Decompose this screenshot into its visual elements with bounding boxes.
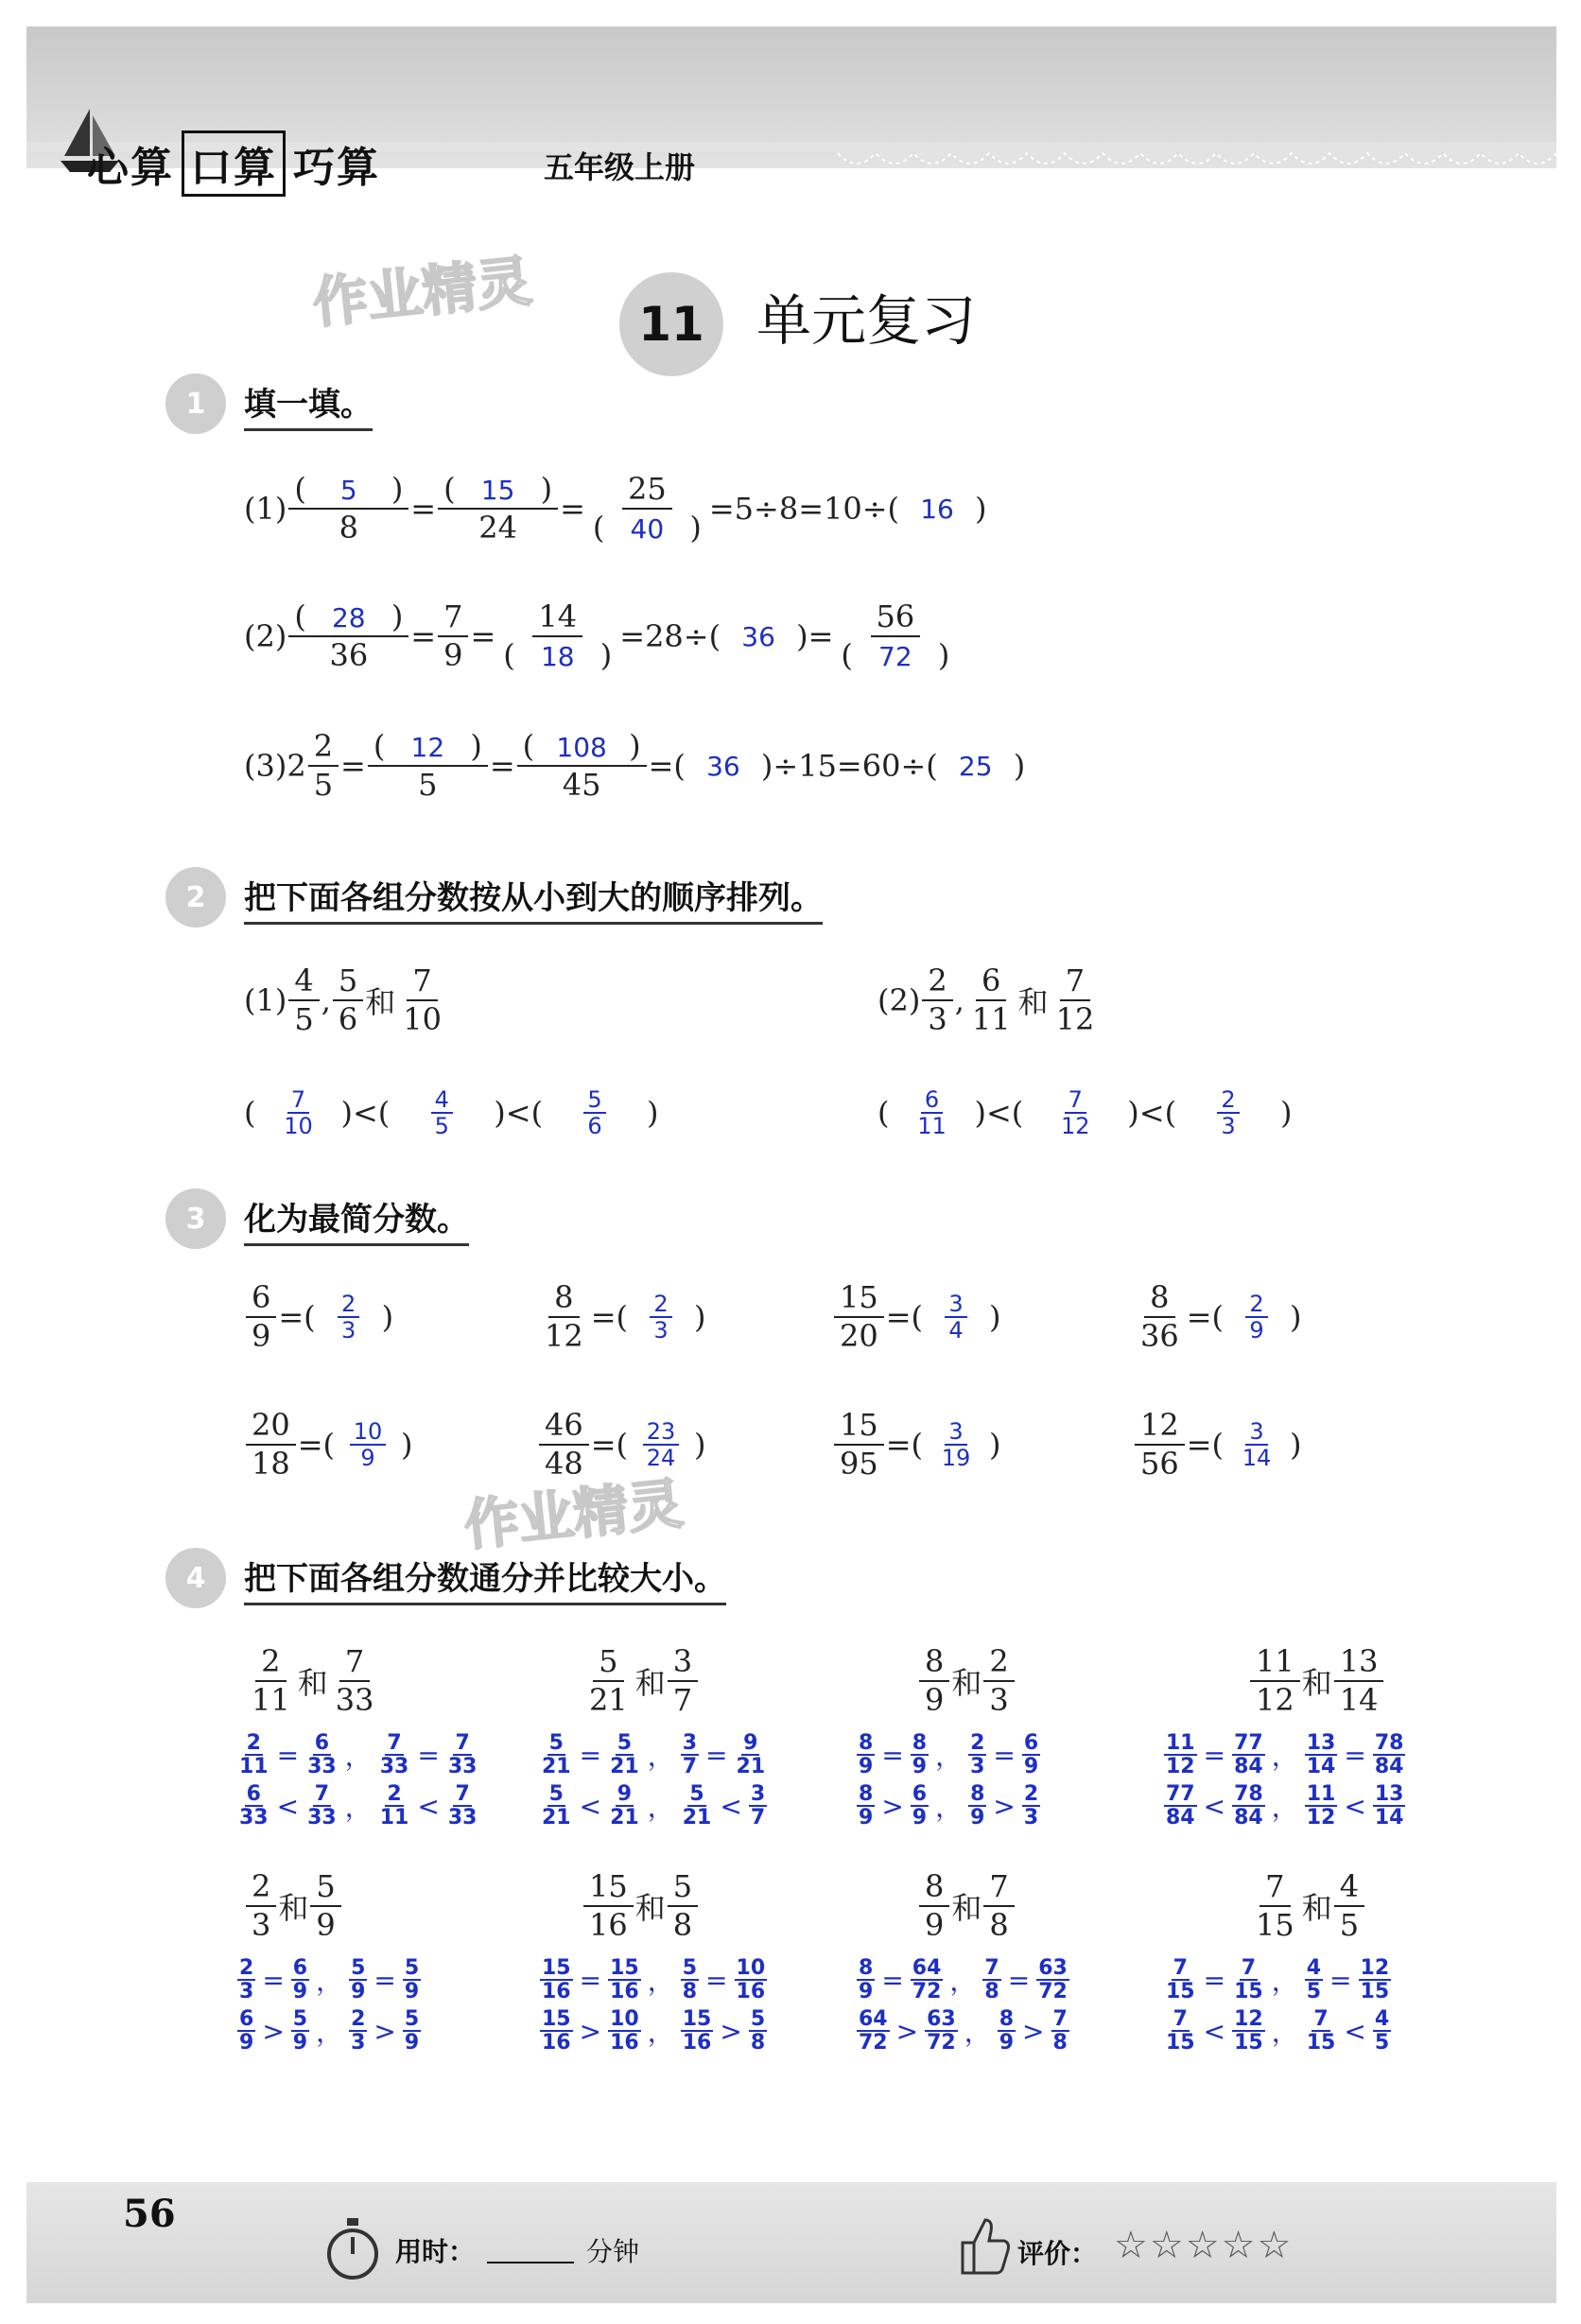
answer-fraction: $\frac{10}{9}$ [350, 1419, 387, 1471]
compare-answer-line: 15 16 > 10 16 ， 15 16 > 5 8 [542, 2007, 766, 2055]
unit-number: 11 [638, 297, 704, 352]
answer-fraction: $\frac{15}{16}$ [542, 1956, 571, 2004]
fraction: $\frac{2}{3}$ [246, 1870, 276, 1942]
answer-fraction: 4 5 [1374, 2007, 1390, 2055]
fraction: $\frac{( 15 )}{24}$ [438, 473, 558, 545]
answer-fraction: 5 21 [682, 1782, 712, 1830]
compare-pair: $\frac{15}{16}$ 和 $\frac{5}{8}$ [582, 1870, 700, 1942]
order-answer-1: ( $\frac{7}{10}$ )<( $\frac{4}{5}$ )<( $\frac{5}{6}$ ) [244, 1086, 659, 1140]
fraction: $\frac{11}{12}$ [1250, 1645, 1300, 1717]
fraction: $\frac{2}{5}$ [308, 730, 339, 802]
compare-answer-line: 64 72 > 63 72 ， 8 9 > 7 8 [859, 2007, 1068, 2055]
compare-answer-line: $\frac{8}{9}$ = $\frac{64}{72}$ ， $\frac{7}{8}$ = $\frac{63}{72}$ [859, 1956, 1068, 2004]
answer-fraction: $\frac{6}{9}$ [1023, 1731, 1039, 1779]
fraction: $\frac{12}{56}$ [1135, 1409, 1185, 1481]
question-label: (1) [244, 491, 287, 528]
fraction: $\frac{13}{14}$ [1334, 1645, 1384, 1717]
answer-fraction: 8 9 [970, 1782, 985, 1830]
answer-fraction: $\frac{8}{9}$ [859, 1956, 874, 2004]
answer-fraction: 63 72 [927, 2007, 956, 2055]
order-group-1: (1) $\frac{4}{5}$ , $\frac{5}{6}$ 和 $\frac{7}{10}$ [244, 963, 442, 1038]
answer-fraction: 64 72 [859, 2007, 888, 2055]
answer: 28 [331, 602, 366, 633]
answer-fraction: $\frac{4}{5}$ [431, 1087, 453, 1139]
answer-fraction: 13 14 [1374, 1782, 1404, 1830]
fraction: $\frac{7}{15}$ [1256, 1868, 1294, 1944]
answer: 15 [480, 475, 515, 506]
compare-answer-line: 77 84 < 78 84 ， 11 12 < 13 14 [1166, 1782, 1404, 1830]
answer-fraction: $\frac{6}{33}$ [307, 1731, 337, 1779]
compare-answer-line: $\frac{7}{15}$ = $\frac{7}{15}$ ， $\frac{4}{5}$ = $\frac{12}{15}$ [1166, 1956, 1390, 2004]
fill-question-2: (2) $\frac{( 28 )}{36}$ = $\frac{7}{9}$ = $\frac{14}{( 18 )}$ =28÷( 36 )= $\frac{56}{( 72 )}$ [244, 600, 957, 672]
answer-fraction: $\frac{8}{9}$ [912, 1731, 928, 1779]
compare-answer-line: $\frac{11}{12}$ = $\frac{77}{84}$ ， $\frac{13}{14}$ = $\frac{78}{84}$ [1166, 1731, 1404, 1779]
answer-fraction: $\frac{5}{9}$ [351, 1956, 366, 2004]
fraction: $\frac{8}{36}$ [1140, 1279, 1179, 1355]
stopwatch-icon [323, 2216, 382, 2282]
answer-fraction: $\frac{3}{19}$ [941, 1417, 971, 1472]
fraction: $\frac{46}{48}$ [539, 1409, 589, 1481]
answer-fraction: $\frac{2}{3}$ [1217, 1087, 1239, 1139]
answer-fraction: 8 9 [999, 2007, 1015, 2055]
simplify-item: $\frac{20}{18}$ =( $\frac{10}{9}$ ) [244, 1409, 413, 1481]
fraction: $\frac{5}{8}$ [668, 1870, 698, 1942]
answer-fraction: $\frac{23}{24}$ [643, 1419, 680, 1471]
compare-answer-line: $\frac{5}{21}$ = $\frac{5}{21}$ ， $\frac{3}{7}$ = $\frac{9}{21}$ [542, 1731, 766, 1779]
answer-fraction: 5 21 [542, 1782, 571, 1830]
answer-fraction: 11 12 [1306, 1782, 1336, 1830]
section-title: 化为最简分数。 [244, 1193, 469, 1246]
answer-fraction: 5 8 [750, 2007, 766, 2055]
section-title: 填一填。 [244, 378, 373, 431]
section-number-badge: 3 [165, 1188, 226, 1249]
answer: 12 [410, 732, 445, 763]
answer-fraction: $\frac{3}{4}$ [945, 1292, 966, 1344]
answer: 5 [339, 475, 357, 506]
answer-fraction: $\frac{2}{9}$ [1245, 1292, 1267, 1344]
answer-fraction: $\frac{7}{15}$ [1166, 1956, 1195, 2004]
answer-fraction: $\frac{5}{9}$ [404, 1956, 420, 2004]
answer: 18 [540, 641, 575, 673]
simplify-item: $\frac{6}{9}$ =( $\frac{2}{3}$ ) [244, 1281, 393, 1353]
answer-fraction: $\frac{7}{15}$ [1234, 1956, 1263, 2004]
answer-fraction: $\frac{64}{72}$ [912, 1956, 942, 2004]
order-group-2: (2) $\frac{2}{3}$ , $\frac{6}{11}$ 和 $\frac{7}{12}$ [877, 963, 1095, 1038]
fraction: $\frac{15}{16}$ [583, 1870, 634, 1942]
time-label: 用时： [395, 2236, 476, 2267]
compare-pair: $\frac{2}{3}$ 和 $\frac{5}{9}$ [244, 1870, 343, 1942]
answer-fraction: $\frac{5}{8}$ [682, 1956, 698, 2004]
compare-answer-line: 5 21 < 9 21 ， 5 21 < 3 7 [542, 1782, 766, 1830]
answer-fraction: 2 11 [379, 1782, 409, 1830]
answer-fraction: 2 3 [351, 2007, 366, 2055]
fraction: $\frac{56}{( 72 )}$ [841, 598, 950, 674]
fraction: $\frac{2}{3}$ [983, 1645, 1014, 1717]
answer-fraction: $\frac{2}{3}$ [239, 1956, 254, 2004]
brand-part-3: 巧算 [293, 144, 380, 192]
page-footer [26, 2182, 1556, 2303]
compare-answer-line: $\frac{15}{16}$ = $\frac{15}{16}$ ， $\frac{5}{8}$ = $\frac{10}{16}$ [542, 1956, 766, 2004]
answer-fraction: $\frac{7}{10}$ [284, 1086, 313, 1140]
simplify-item: $\frac{15}{20}$ =( $\frac{3}{4}$ ) [832, 1281, 1001, 1353]
compare-answer-line: $\frac{2}{11}$ = $\frac{6}{33}$ ， $\frac{7}{33}$ = $\frac{7}{33}$ [239, 1731, 478, 1779]
fraction: $\frac{6}{9}$ [246, 1281, 276, 1353]
answer-fraction: $\frac{7}{33}$ [379, 1731, 409, 1779]
simplify-item: $\frac{15}{95}$ =( $\frac{3}{19}$ ) [832, 1409, 1001, 1481]
answer-fraction: $\frac{3}{7}$ [682, 1731, 698, 1779]
brand-title [87, 130, 380, 197]
compare-answer-line: 6 33 < 7 33 ， 2 11 < 7 33 [239, 1782, 478, 1830]
answer-fraction: 7 15 [1166, 2007, 1195, 2055]
answer-fraction: $\frac{5}{6}$ [583, 1087, 605, 1139]
fraction: $\frac{8}{9}$ [919, 1645, 949, 1717]
simplify-item: $\frac{46}{48}$ =( $\frac{23}{24}$ ) [537, 1409, 706, 1481]
compare-answer-line: 6 9 > 5 9 ， 2 3 > 5 9 [239, 2007, 420, 2055]
fraction: $\frac{( 28 )}{36}$ [288, 600, 408, 672]
fraction: $\frac{5}{21}$ [589, 1643, 628, 1719]
unit-number-badge [619, 272, 723, 376]
answer-fraction: 15 16 [682, 2007, 712, 2055]
answer-fraction: $\frac{2}{3}$ [338, 1292, 359, 1344]
evaluation-label: 评价： [1017, 2238, 1098, 2269]
answer-fraction: $\frac{8}{9}$ [859, 1731, 874, 1779]
brand-part-2: 口算 [182, 130, 286, 197]
answer-fraction: 7 33 [447, 1782, 478, 1830]
section-number-badge: 4 [165, 1548, 226, 1608]
answer-fraction: 7 8 [1052, 2007, 1068, 2055]
simplify-item: $\frac{12}{56}$ =( $\frac{3}{14}$ ) [1133, 1409, 1302, 1481]
answer-fraction: 12 15 [1234, 2007, 1263, 2055]
answer-fraction: $\frac{7}{8}$ [984, 1956, 999, 2004]
simplify-item: $\frac{8}{12}$ =( $\frac{2}{3}$ ) [537, 1281, 706, 1353]
order-answer-2: ( $\frac{6}{11}$ )<( $\frac{7}{12}$ )<( $\frac{2}{3}$ ) [877, 1086, 1293, 1140]
answer-fraction: $\frac{2}{11}$ [239, 1731, 269, 1779]
time-input-line[interactable] [487, 2262, 574, 2263]
answer: 40 [630, 513, 665, 546]
compare-pair: $\frac{8}{9}$ 和 $\frac{7}{8}$ [917, 1870, 1016, 1942]
answer-fraction: $\frac{78}{84}$ [1374, 1731, 1404, 1779]
fraction: $\frac{4}{5}$ [1334, 1870, 1364, 1942]
compare-pair: $\frac{8}{9}$ 和 $\frac{2}{3}$ [917, 1645, 1016, 1717]
answer: 16 [920, 493, 954, 525]
compare-answer-line: $\frac{2}{3}$ = $\frac{6}{9}$ ， $\frac{5}{9}$ = $\frac{5}{9}$ [239, 1956, 420, 2004]
question-label: (3) [244, 748, 287, 785]
time-unit: 分钟 [586, 2236, 640, 2267]
fraction: $\frac{8}{9}$ [919, 1870, 949, 1942]
watermark: 作业精灵 [309, 249, 535, 336]
unit-title: 单元复习 [756, 288, 977, 353]
simplify-item: $\frac{8}{36}$ =( $\frac{2}{9}$ ) [1133, 1281, 1302, 1353]
compare-pair: $\frac{7}{15}$ 和 $\frac{4}{5}$ [1248, 1870, 1366, 1942]
grade-label: 五年级上册 [544, 149, 696, 185]
answer-fraction: $\frac{15}{16}$ [610, 1956, 639, 2004]
fill-question-1: (1) $\frac{( 5 )}{8}$ = $\frac{( 15 )}{24}$ = $\frac{25}{( 40 )}$ =5÷8=10÷( 16 ) [244, 471, 987, 546]
fraction: $\frac{5}{9}$ [310, 1870, 340, 1942]
answer-fraction: 15 16 [542, 2007, 571, 2055]
fraction: $\frac{25}{( 40 )}$ [592, 471, 702, 546]
page-number: 56 [123, 2192, 176, 2236]
compare-pair: $\frac{5}{21}$ 和 $\frac{3}{7}$ [582, 1645, 700, 1717]
answer-fraction: $\frac{63}{72}$ [1038, 1956, 1068, 2004]
answer-fraction: 2 3 [1023, 1782, 1039, 1830]
answer-fraction: $\frac{10}{16}$ [736, 1956, 766, 2004]
answer-fraction: 5 9 [292, 2007, 308, 2055]
fraction: $\frac{15}{20}$ [834, 1281, 884, 1353]
section-title: 把下面各组分数按从小到大的顺序排列。 [244, 872, 823, 925]
answer: 108 [556, 732, 607, 763]
answer-fraction: 6 9 [239, 2007, 254, 2055]
answer-fraction: 77 84 [1166, 1782, 1195, 1830]
answer-fraction: 5 9 [404, 2007, 420, 2055]
question-label: (2) [244, 618, 287, 655]
answer-fraction: $\frac{77}{84}$ [1234, 1731, 1263, 1779]
answer-fraction: $\frac{12}{15}$ [1360, 1956, 1390, 2004]
fraction: $\frac{( 12 )}{5}$ [368, 730, 488, 802]
answer: 25 [958, 750, 993, 782]
answer-fraction: $\frac{5}{21}$ [542, 1731, 571, 1779]
answer: 36 [706, 750, 740, 782]
fraction: $\frac{20}{18}$ [246, 1409, 296, 1481]
answer-fraction: $\frac{4}{5}$ [1306, 1956, 1322, 2004]
compare-pair: $\frac{11}{12}$ 和 $\frac{13}{14}$ [1248, 1645, 1385, 1717]
fill-question-3: (3) 2 $\frac{2}{5}$ = $\frac{( 12 )}{5}$ = $\frac{( 108 )}{45}$ =( 36 )÷15=60÷( 25 ) [244, 728, 1026, 804]
compare-answer-line: 8 9 > 6 9 ， 8 9 > 2 3 [859, 1782, 1039, 1830]
fraction: $\frac{2}{11}$ [252, 1643, 290, 1719]
answer-fraction: $\frac{3}{14}$ [1242, 1417, 1272, 1472]
section-number-badge: 2 [165, 867, 226, 928]
answer: 72 [878, 641, 912, 673]
answer-fraction: 6 9 [912, 1782, 928, 1830]
answer-fraction: $\frac{7}{33}$ [447, 1731, 478, 1779]
answer-fraction: $\frac{7}{12}$ [1060, 1086, 1090, 1140]
answer: 36 [741, 620, 775, 652]
answer-fraction: $\frac{2}{3}$ [970, 1731, 985, 1779]
answer-fraction: $\frac{9}{21}$ [736, 1731, 766, 1779]
answer-fraction: 3 7 [750, 1782, 766, 1830]
compare-pair: $\frac{2}{11}$ 和 $\frac{7}{33}$ [244, 1645, 381, 1717]
answer-fraction: 9 21 [610, 1782, 639, 1830]
compare-answer-line: 7 15 < 12 15 ， 7 15 < 4 5 [1166, 2007, 1390, 2055]
answer-fraction: $\frac{13}{14}$ [1306, 1731, 1336, 1779]
answer-fraction: 10 16 [610, 2007, 639, 2055]
brand-part-1: 心算 [87, 144, 174, 192]
answer-fraction: $\frac{5}{21}$ [610, 1731, 639, 1779]
compare-answer-line: $\frac{8}{9}$ = $\frac{8}{9}$ ， $\frac{2}{3}$ = $\frac{6}{9}$ [859, 1731, 1039, 1779]
answer-fraction: $\frac{6}{11}$ [917, 1086, 947, 1140]
fraction: $\frac{( 5 )}{8}$ [288, 473, 408, 545]
fraction: $\frac{3}{7}$ [668, 1645, 698, 1717]
fraction: $\frac{8}{12}$ [545, 1279, 583, 1355]
answer-fraction: $\frac{11}{12}$ [1166, 1731, 1195, 1779]
section-number-badge: 1 [165, 373, 226, 434]
answer-fraction: $\frac{2}{3}$ [650, 1292, 671, 1344]
rating-stars[interactable]: ☆☆☆☆☆ [1114, 2224, 1294, 2267]
answer-fraction: 8 9 [859, 1782, 874, 1830]
answer-fraction: $\frac{6}{9}$ [292, 1956, 308, 2004]
section-title: 把下面各组分数通分并比较大小。 [244, 1552, 726, 1605]
watermark: 作业精灵 [460, 1471, 686, 1558]
answer-fraction: 78 84 [1234, 1782, 1263, 1830]
fraction: $\frac{7}{33}$ [335, 1643, 374, 1719]
answer-fraction: 6 33 [239, 1782, 269, 1830]
fraction: $\frac{15}{95}$ [834, 1409, 884, 1481]
answer-fraction: 7 33 [307, 1782, 337, 1830]
fraction: $\frac{7}{8}$ [983, 1870, 1014, 1942]
fraction: $\frac{( 108 )}{45}$ [517, 730, 647, 802]
thumbs-up-icon [955, 2212, 1012, 2279]
answer-fraction: 7 15 [1306, 2007, 1336, 2055]
fraction: $\frac{14}{( 18 )}$ [503, 598, 613, 674]
fraction: $\frac{7}{9}$ [438, 600, 468, 672]
